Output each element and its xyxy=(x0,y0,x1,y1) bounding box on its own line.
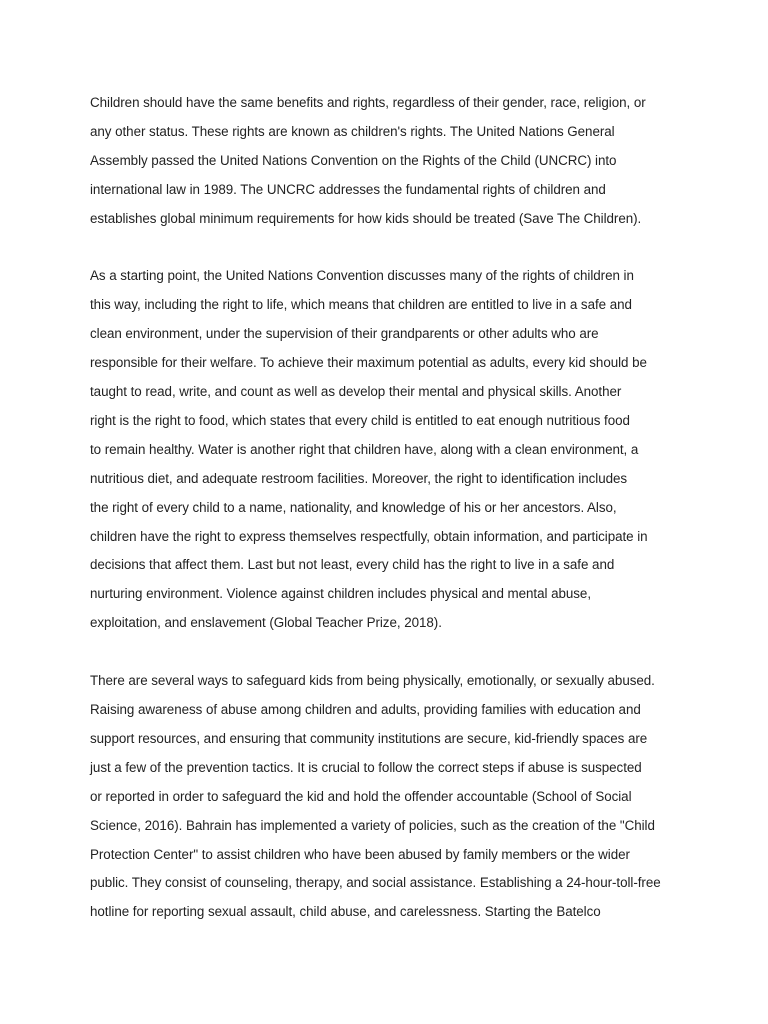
paragraph-line: the right of every child to a name, nationality, and knowledge of his or her ancestors. Also, xyxy=(90,499,617,515)
paragraph-line: establishes global minimum requirements for how kids should be treated (Save The Children). xyxy=(90,210,642,226)
paragraph-line: international law in 1989. The UNCRC addresses the fundamental rights of children and xyxy=(90,181,606,197)
paragraph-line: Assembly passed the United Nations Convention on the Rights of the Child (UNCRC) into xyxy=(90,152,617,168)
paragraph-line: hotline for reporting sexual assault, child abuse, and carelessness. Starting the Batelco xyxy=(90,904,601,920)
paragraph-line: responsible for their welfare. To achieve their maximum potential as adults, every kid should be xyxy=(90,355,647,371)
paragraph-line: this way, including the right to life, which means that children are entitled to live in a safe and xyxy=(90,297,632,313)
paragraph-line: Protection Center" to assist children who have been abused by family members or the wider xyxy=(90,846,630,862)
paragraph-childrens-rights xyxy=(90,89,686,234)
paragraph-line: or reported in order to safeguard the kid and hold the offender accountable (School of Social xyxy=(90,788,632,804)
paragraph-line: any other status. These rights are known as children's rights. The United Nations General xyxy=(90,123,615,139)
paragraph-line: taught to read, write, and count as well as develop their mental and physical skills. Another xyxy=(90,384,622,400)
paragraph-line: Children should have the same benefits and rights, regardless of their gender, race, religion, or xyxy=(90,95,646,110)
paragraph-line: children have the right to express themselves respectfully, obtain information, and participate in xyxy=(90,528,648,544)
document-body xyxy=(90,89,686,956)
paragraph-line: Raising awareness of abuse among children and adults, providing families with education and xyxy=(90,702,641,717)
paragraph-line: nurturing environment. Violence against children includes physical and mental abuse, xyxy=(90,586,591,602)
paragraph-line: to remain healthy. Water is another right that children have, along with a clean environment, a xyxy=(90,441,639,457)
paragraph-line: clean environment, under the supervision of their grandparents or other adults who are xyxy=(90,326,599,342)
paragraph-safeguarding xyxy=(90,667,686,927)
paragraph-line: right is the right to food, which states that every child is entitled to eat enough nutritious food xyxy=(90,412,630,428)
paragraph-line: nutritious diet, and adequate restroom facilities. Moreover, the right to identification includes xyxy=(90,470,628,486)
paragraph-line: Science, 2016). Bahrain has implemented a variety of policies, such as the creation of the "Child xyxy=(90,817,655,833)
paragraph-un-convention xyxy=(90,262,686,638)
paragraph-line: decisions that affect them. Last but not least, every child has the right to live in a safe and xyxy=(90,557,615,573)
paragraph-line: There are several ways to safeguard kids from being physically, emotionally, or sexually abused. xyxy=(90,673,655,689)
paragraph-line: support resources, and ensuring that community institutions are secure, kid-friendly spaces are xyxy=(90,730,648,746)
paragraph-line: As a starting point, the United Nations Convention discusses many of the rights of children in xyxy=(90,268,634,284)
paragraph-line: just a few of the prevention tactics. It is crucial to follow the correct steps if abuse is suspected xyxy=(90,759,642,775)
paragraph-line: public. They consist of counseling, therapy, and social assistance. Establishing a 24-hour-toll-free xyxy=(90,875,661,891)
paragraph-line: exploitation, and enslavement (Global Teacher Prize, 2018). xyxy=(90,615,442,631)
